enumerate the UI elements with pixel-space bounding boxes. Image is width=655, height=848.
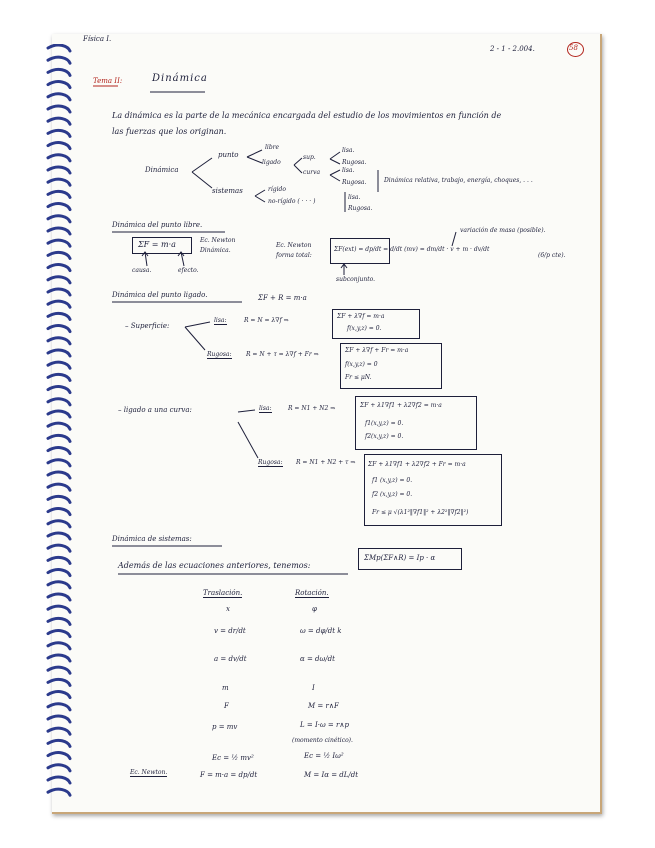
- spiral-coil: [48, 252, 70, 258]
- row-3-r: I: [312, 684, 315, 692]
- general-label-2: forma total:: [276, 252, 312, 259]
- spiral-coil: [48, 594, 70, 600]
- sup-rugosa-label: Rugosa:: [207, 351, 232, 358]
- tree-rigido: rígido: [268, 186, 286, 193]
- spiral-coil: [48, 545, 70, 551]
- newton-label-2: Dinámica.: [200, 247, 231, 254]
- spiral-coil: [48, 326, 70, 332]
- causa: causa.: [132, 267, 152, 274]
- spiral-coil: [48, 216, 70, 222]
- spiral-coil: [48, 69, 70, 75]
- curva-rugosa-box-4: Fr ≤ μ √(λ1²‖∇f1‖² + λ2²‖∇f2‖²): [372, 509, 469, 516]
- curva-label: – ligado a una curva:: [118, 406, 192, 414]
- spiral-coil: [48, 435, 70, 441]
- spiral-coil: [48, 240, 70, 246]
- spiral-coil: [48, 692, 70, 698]
- tree-lisa-2: lisa.: [342, 167, 355, 174]
- subconjunto: subconjunto.: [336, 276, 376, 283]
- tree-lisa-3: lisa.: [348, 194, 361, 201]
- spiral-coil: [48, 167, 70, 173]
- efecto: efecto.: [178, 267, 199, 274]
- sup-rugosa-eq: R = N + τ = λ∇f + Fr ⇒: [246, 351, 319, 358]
- spiral-coil: [48, 496, 70, 502]
- tree-no-rigido: no-rígido ( · · · ): [268, 198, 316, 205]
- moment-eq: ΣMp(ΣF∧R) = Ip · α: [364, 554, 436, 562]
- row-7-t: Ec = ½ mv²: [212, 754, 254, 762]
- date: 2 - 1 - 2.004.: [490, 45, 535, 53]
- spiral-coil: [48, 606, 70, 612]
- spiral-coil: [48, 472, 70, 478]
- spiral-binding: [44, 44, 74, 804]
- curva-rugosa-box-3: f2 (x,y,z) = 0.: [372, 491, 413, 498]
- spiral-coil: [48, 631, 70, 637]
- spiral-coil: [48, 753, 70, 759]
- page-number: 58: [569, 44, 578, 52]
- row-2-r: α = dω/dt: [300, 655, 335, 663]
- spiral-coil: [48, 460, 70, 466]
- sistemas-intro: Además de las ecuaciones anteriores, tenemos:: [118, 561, 311, 570]
- curva-rugosa-box-2: f1 (x,y,z) = 0.: [372, 477, 413, 484]
- tree-sistemas: sistemas: [212, 187, 243, 195]
- spiral-coil: [48, 411, 70, 417]
- general-eq: ΣF(ext) = dp/dt = d/dt (mv) = dm/dt · v + m · dv/dt: [334, 246, 490, 253]
- spiral-coil: [48, 179, 70, 185]
- col-rotacion: Rotación.: [295, 589, 329, 597]
- spiral-coil: [48, 204, 70, 210]
- spiral-coil: [48, 94, 70, 100]
- spiral-coil: [48, 155, 70, 161]
- spiral-coil: [48, 399, 70, 405]
- general-note: (6/p cte).: [538, 252, 566, 259]
- spiral-coil: [48, 789, 70, 795]
- section-libre-title: Dinámica del punto libre.: [112, 221, 203, 229]
- curva-lisa-label: lisa:: [259, 405, 272, 412]
- spiral-coil: [48, 582, 70, 588]
- tree-root: Dinámica: [145, 166, 179, 174]
- spiral-coil: [48, 118, 70, 124]
- curva-lisa-box-3: f2(x,y,z) = 0.: [365, 433, 404, 440]
- spiral-coil: [48, 387, 70, 393]
- tree-aside: Dinámica relativa, trabajo, energía, choques, . . .: [384, 177, 533, 184]
- sup-lisa-eq: R = N = λ∇f ⇒: [244, 317, 289, 324]
- spiral-coil: [48, 655, 70, 661]
- spiral-coil: [48, 82, 70, 88]
- spiral-coil: [48, 106, 70, 112]
- ligado-main-eq: ΣF + R = m·a: [258, 294, 307, 302]
- tree-punto: punto: [218, 151, 239, 159]
- tree-sup: sup.: [303, 154, 316, 161]
- spiral-coil: [48, 557, 70, 563]
- spiral-coil: [48, 57, 70, 63]
- spiral-coil: [48, 338, 70, 344]
- spiral-coil: [48, 191, 70, 197]
- notebook-page: [52, 34, 602, 814]
- curva-lisa-box-1: ΣF + λ1∇f1 + λ2∇f2 = m·a: [360, 402, 442, 409]
- row-5-r: L = I·ω = r∧p: [300, 721, 349, 729]
- spiral-coil: [48, 448, 70, 454]
- spiral-coil: [48, 313, 70, 319]
- spiral-coil: [48, 289, 70, 295]
- spiral-coil: [48, 765, 70, 771]
- intro-line-2: las fuerzas que los originan.: [112, 127, 227, 136]
- tree-libre: libre: [265, 144, 280, 151]
- spiral-coil: [48, 484, 70, 490]
- row-0-t: x: [226, 605, 230, 613]
- spiral-coil: [48, 130, 70, 136]
- row-4-r: M = r∧F: [308, 702, 339, 710]
- topic-title: Dinámica: [152, 73, 208, 84]
- section-sistemas-title: Dinámica de sistemas:: [112, 535, 192, 543]
- row-1-r: ω = dφ/dt k: [300, 627, 342, 635]
- row-3-t: m: [222, 684, 229, 692]
- topic-label: Tema II:: [93, 77, 123, 85]
- spiral-coil: [48, 228, 70, 234]
- spiral-coil: [48, 704, 70, 710]
- row-7-r: Ec = ½ Iω²: [304, 752, 344, 760]
- sup-rugosa-box-1: ΣF + λ∇f + Fr = m·a: [345, 347, 409, 354]
- spiral-coil: [48, 265, 70, 271]
- curva-lisa-box-2: f1(x,y,z) = 0.: [365, 420, 404, 427]
- row-1-t: v = dr/dt: [214, 627, 246, 635]
- row-2-t: a = dv/dt: [214, 655, 247, 663]
- spiral-coil: [48, 728, 70, 734]
- sup-lisa-label: lisa:: [214, 317, 227, 324]
- col-traslacion: Traslación.: [203, 589, 243, 597]
- tree-rugosa-3: Rugosa.: [348, 205, 373, 212]
- spiral-coil: [48, 777, 70, 783]
- tree-lisa-1: lisa.: [342, 147, 355, 154]
- curva-rugosa-label: Rugosa:: [258, 459, 283, 466]
- section-ligado-title: Dinámica del punto ligado.: [112, 291, 208, 299]
- row-0-r: φ: [312, 605, 317, 613]
- spiral-coil: [48, 533, 70, 539]
- row-8-r: M = Iα = dL/dt: [304, 771, 359, 779]
- sup-lisa-box-1: ΣF + λ∇f = m·a: [337, 313, 385, 320]
- row-6-r: (momento cinético).: [292, 737, 353, 744]
- spiral-coil: [48, 362, 70, 368]
- newton-eq: ΣF = m·a: [138, 240, 176, 249]
- variation-note: variación de masa (posible).: [460, 227, 546, 234]
- spiral-coil: [48, 301, 70, 307]
- spiral-coil: [48, 679, 70, 685]
- sup-lisa-box-2: f(x,y,z) = 0.: [347, 325, 382, 332]
- tree-rugosa-1: Rugosa.: [342, 159, 367, 166]
- sup-rugosa-box-3: Fr ≤ μN.: [345, 374, 372, 381]
- spiral-coil: [48, 509, 70, 515]
- spiral-coil: [48, 570, 70, 576]
- chapter-title: Física I.: [83, 35, 112, 43]
- superficie-label: – Superficie:: [125, 322, 170, 330]
- spiral-coil: [48, 667, 70, 673]
- spiral-coil: [48, 643, 70, 649]
- spiral-coil: [48, 374, 70, 380]
- spiral-coil: [48, 143, 70, 149]
- spiral-coil: [48, 740, 70, 746]
- tree-curva: curva: [303, 169, 321, 176]
- spiral-coil: [48, 350, 70, 356]
- tree-rugosa-2: Rugosa.: [342, 179, 367, 186]
- spiral-coil: [48, 423, 70, 429]
- curva-rugosa-eq: R = N1 + N2 + τ ⇒: [296, 459, 356, 466]
- spiral-coil: [48, 716, 70, 722]
- sup-rugosa-box-2: f(x,y,z) = 0: [345, 361, 378, 368]
- intro-line-1: La dinámica es la parte de la mecánica encargada del estudio de los movimientos en función de: [112, 111, 502, 120]
- row-5-t: p = mv: [212, 723, 238, 731]
- curva-rugosa-box-1: ΣF + λ1∇f1 + λ2∇f2 + Fr = m·a: [368, 461, 466, 468]
- newton-label-1: Ec. Newton: [200, 237, 236, 244]
- tree-ligado: ligado: [262, 159, 281, 166]
- row-4-t: F: [224, 702, 229, 710]
- spiral-coil: [48, 277, 70, 283]
- general-label-1: Ec. Newton: [276, 242, 312, 249]
- curva-lisa-eq: R = N1 + N2 ⇒: [288, 405, 336, 412]
- spiral-coil: [48, 521, 70, 527]
- row-8-t: F = m·a = dp/dt: [200, 771, 258, 779]
- spiral-coil: [48, 45, 70, 51]
- spiral-coil: [48, 618, 70, 624]
- newton-label-sistemas: Ec. Newton.: [130, 769, 168, 776]
